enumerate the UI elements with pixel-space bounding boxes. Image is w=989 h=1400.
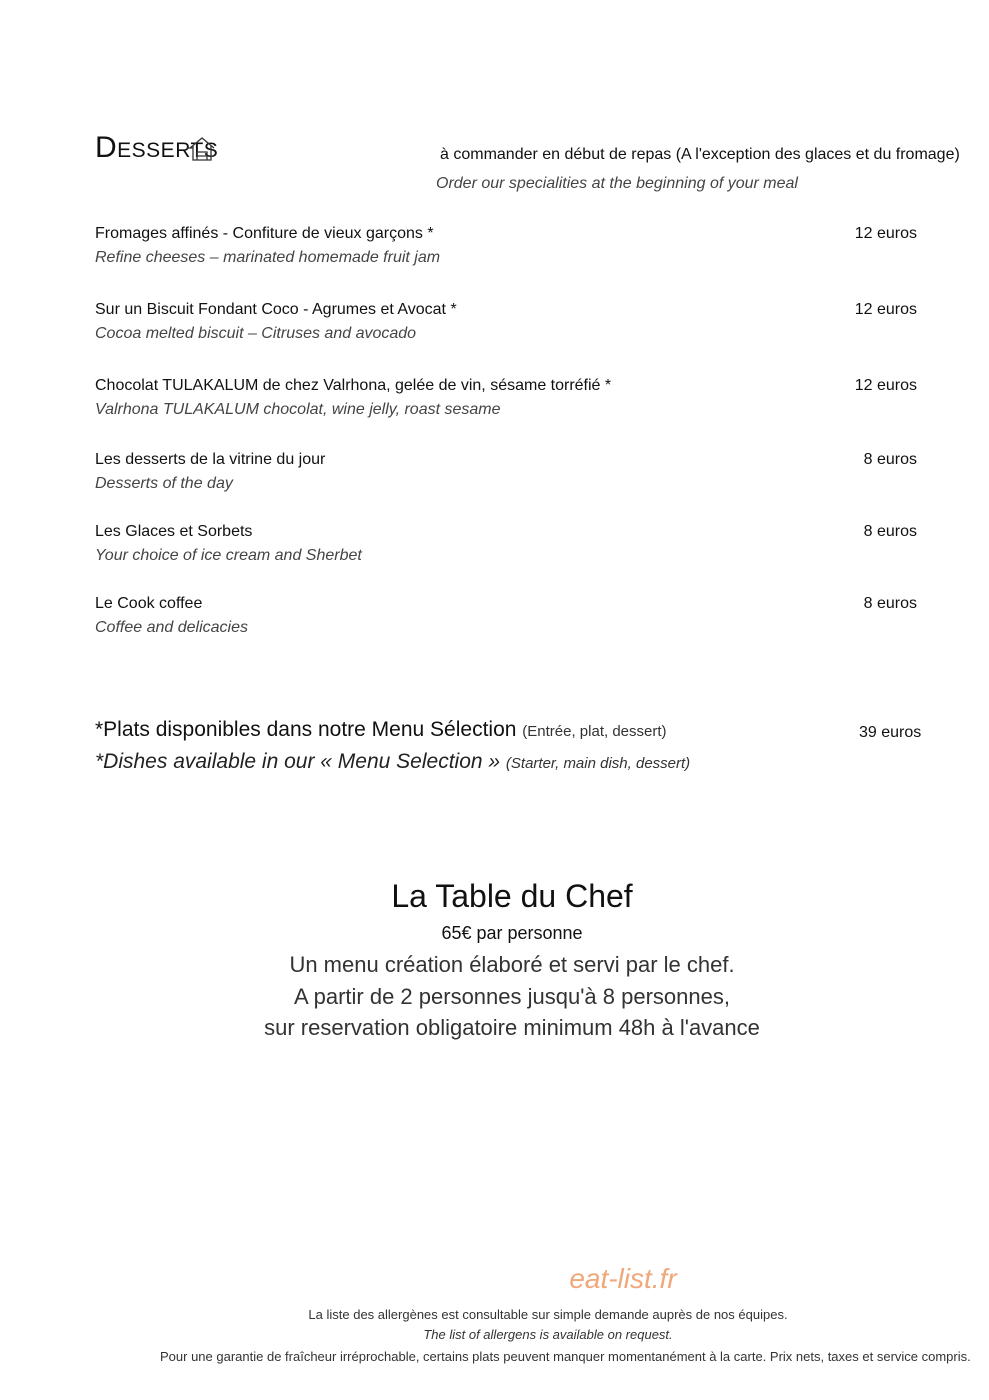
list-item bbox=[95, 225, 917, 267]
chef-table-price: 65€ par personne bbox=[441, 923, 583, 943]
item-name: Sur un Biscuit Fondant Coco - Agrumes et Avocat * bbox=[95, 301, 457, 318]
list-item bbox=[95, 377, 917, 419]
chef-table-line: sur reservation obligatoire minimum 48h à l'avance bbox=[264, 1015, 760, 1040]
list-item bbox=[95, 301, 917, 343]
item-description: Coffee and delicacies bbox=[95, 619, 248, 636]
allergens-note-en: The list of allergens is available on request. bbox=[423, 1327, 673, 1342]
item-name: Le Cook coffee bbox=[95, 595, 203, 612]
list-item bbox=[95, 451, 917, 493]
chef-table-line: A partir de 2 personnes jusqu'à 8 personnes, bbox=[294, 984, 730, 1009]
section-title: Desserts bbox=[95, 131, 219, 164]
watermark: eat-list.fr bbox=[569, 1263, 677, 1294]
item-price: 8 euros bbox=[863, 451, 917, 468]
house-icon bbox=[186, 136, 218, 162]
item-name: Les desserts de la vitrine du jour bbox=[95, 451, 326, 468]
item-price: 12 euros bbox=[854, 301, 917, 318]
item-name: Les Glaces et Sorbets bbox=[95, 523, 253, 540]
item-description: Desserts of the day bbox=[95, 475, 233, 492]
item-description: Valrhona TULAKALUM chocolat, wine jelly, roast sesame bbox=[95, 401, 501, 418]
freshness-note: Pour une garantie de fraîcheur irréprochable, certains plats peuvent manquer momentanément à la carte. Prix nets, taxes et service compris. bbox=[160, 1349, 971, 1364]
chef-table-line: Un menu création élaboré et servi par le chef. bbox=[289, 952, 735, 977]
item-price: 12 euros bbox=[854, 225, 917, 242]
menu-selection-text: *Plats disponibles dans notre Menu Sélection bbox=[95, 718, 517, 741]
item-price: 12 euros bbox=[854, 377, 917, 394]
item-price: 8 euros bbox=[863, 595, 917, 612]
menu-selection-note-en bbox=[95, 750, 690, 774]
item-description: Refine cheeses – marinated homemade fruit jam bbox=[95, 249, 441, 266]
menu-selection-note bbox=[95, 718, 667, 742]
menu-selection-text-en: *Dishes available in our « Menu Selection » bbox=[95, 750, 501, 773]
menu-selection-detail: (Entrée, plat, dessert) bbox=[522, 723, 667, 740]
item-price: 8 euros bbox=[863, 523, 917, 540]
item-description: Your choice of ice cream and Sherbet bbox=[95, 547, 362, 564]
allergens-note: La liste des allergènes est consultable sur simple demande auprès de nos équipes. bbox=[308, 1307, 788, 1322]
item-name: Chocolat TULAKALUM de chez Valrhona, gelée de vin, sésame torréfié * bbox=[95, 377, 612, 394]
item-name: Fromages affinés - Confiture de vieux garçons * bbox=[95, 225, 434, 242]
order-note: à commander en début de repas (A l'exception des glaces et du fromage) bbox=[440, 146, 960, 163]
menu-selection-price: 39 euros bbox=[859, 724, 922, 741]
menu-selection-detail-en: (Starter, main dish, dessert) bbox=[505, 755, 691, 772]
list-item bbox=[95, 523, 917, 565]
chef-table-title: La Table du Chef bbox=[391, 878, 633, 914]
order-note-en: Order our specialities at the beginning of your meal bbox=[436, 175, 798, 192]
list-item bbox=[95, 595, 917, 637]
item-description: Cocoa melted biscuit – Citruses and avocado bbox=[95, 325, 417, 342]
